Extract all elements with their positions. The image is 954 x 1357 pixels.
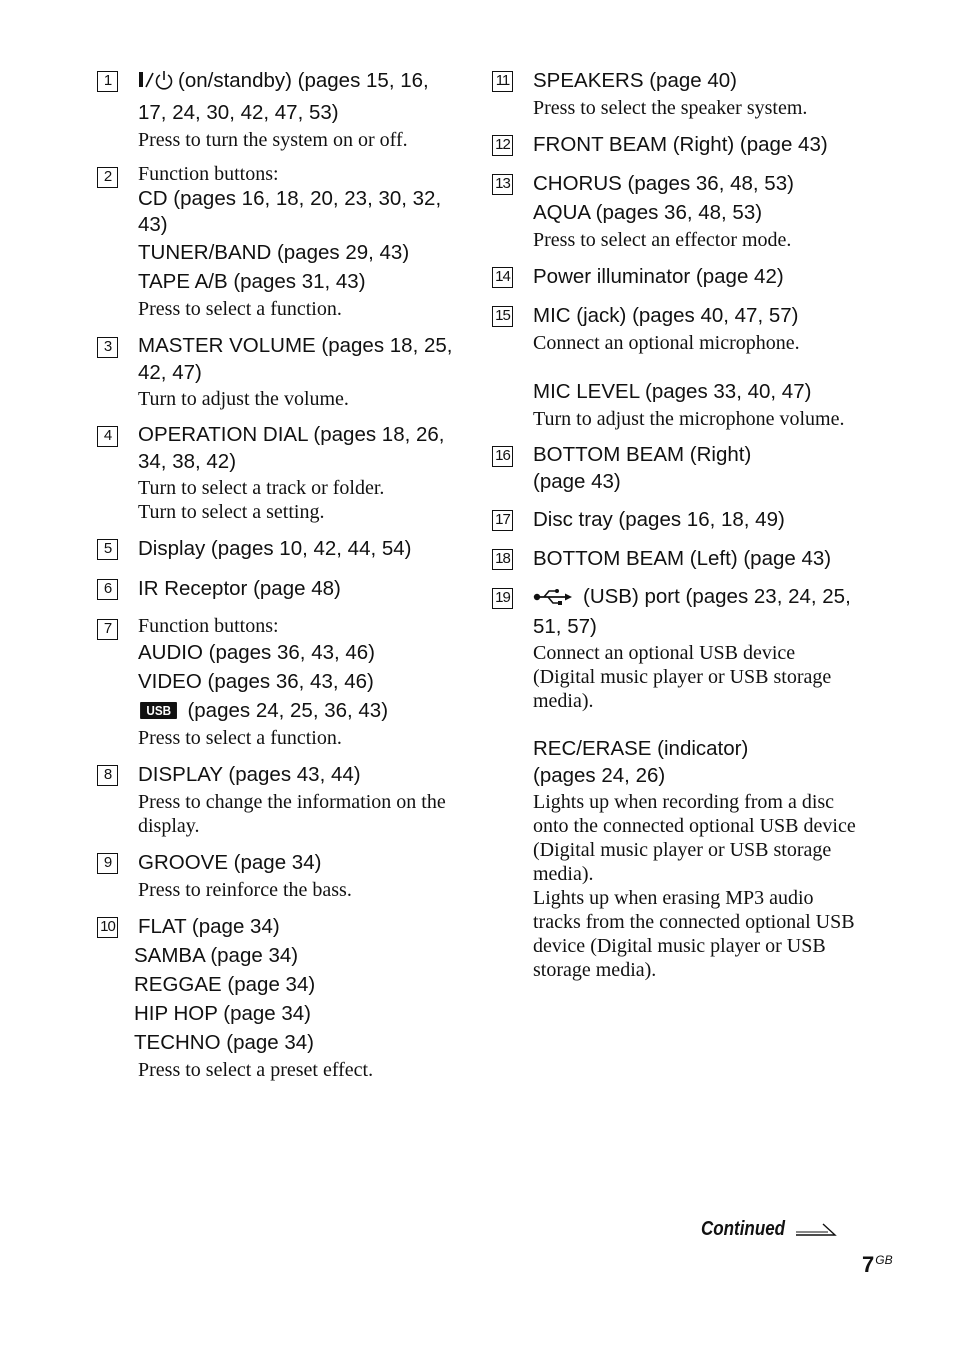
- callout-item-2: [97, 162, 457, 321]
- callout-number: 8: [97, 765, 118, 786]
- callout-number: 3: [97, 337, 118, 358]
- callout-heading: CD (pages 16, 18, 20, 23, 30, 32, 43): [138, 187, 442, 236]
- callout-heading: [138, 66, 457, 127]
- callout-item-15: [492, 301, 862, 431]
- continued-arrow-icon: [795, 1221, 837, 1242]
- callout-subheading: REC/ERASE (indicator) (pages 24, 26): [533, 737, 749, 787]
- callout-heading: SPEAKERS (page 40): [533, 69, 737, 92]
- callout-number: 9: [97, 853, 118, 874]
- callout-number: 17: [492, 510, 513, 531]
- callout-item-12: [492, 130, 862, 159]
- callout-pre: Function buttons:: [138, 615, 279, 637]
- callout-item-10: [97, 912, 457, 1082]
- callout-item-18: [492, 544, 862, 573]
- callout-description: Press to reinforce the bass.: [138, 879, 352, 901]
- callout-number: 7: [97, 619, 118, 640]
- callout-item-13: [492, 169, 862, 252]
- callout-item-16: [492, 441, 862, 495]
- callout-number: 10: [97, 917, 118, 938]
- callout-heading: Disc tray (pages 16, 18, 49): [533, 508, 785, 531]
- callout-item-6: [97, 574, 457, 603]
- callout-heading: TAPE A/B (pages 31, 43): [138, 270, 366, 293]
- left-column: [97, 66, 457, 1082]
- callout-heading: FLAT (page 34): [138, 915, 280, 938]
- callout-pre: Function buttons:: [138, 163, 279, 185]
- power-standby-icon: [138, 69, 174, 98]
- usb-button-label: USB: [140, 702, 177, 719]
- callout-number: 4: [97, 426, 118, 447]
- callout-number: 6: [97, 579, 118, 600]
- heading-text: (on/standby) (pages 15, 16, 17, 24, 30, 42, 47, 53): [138, 69, 429, 124]
- page-number-value: 7: [862, 1252, 875, 1277]
- callout-description: Turn to adjust the volume.: [138, 388, 349, 410]
- callout-number: 11: [492, 71, 513, 92]
- callout-heading: Display (pages 10, 42, 44, 54): [138, 537, 412, 560]
- callout-heading: [533, 583, 862, 640]
- callout-heading: TECHNO (page 34): [134, 1031, 315, 1054]
- page-number: [862, 1252, 893, 1278]
- callout-description: Press to select a function.: [138, 727, 342, 749]
- callout-number: 13: [492, 174, 513, 195]
- callout-description: Press to select the speaker system.: [533, 97, 808, 119]
- callout-description: Lights up when recording from a disc onto the connected optional USB device (Digital music player or USB storage media).: [533, 791, 856, 885]
- callout-item-3: [97, 332, 457, 411]
- callout-number: 12: [492, 135, 513, 156]
- callout-heading: AUDIO (pages 36, 43, 46): [138, 641, 376, 664]
- page-suffix: GB: [875, 1253, 893, 1267]
- callout-description: Press to turn the system on or off.: [138, 129, 408, 151]
- callout-item-7: [97, 614, 457, 750]
- callout-item-5: [97, 534, 457, 563]
- heading-text: (pages 24, 25, 36, 43): [187, 699, 389, 722]
- callout-heading: IR Receptor (page 48): [138, 577, 341, 600]
- callout-heading: Power illuminator (page 42): [533, 265, 784, 288]
- callout-description: Turn to select a setting.: [138, 501, 325, 523]
- callout-number: 16: [492, 446, 513, 467]
- callout-heading: MIC (jack) (pages 40, 47, 57): [533, 304, 799, 327]
- callout-heading: AQUA (pages 36, 48, 53): [533, 201, 763, 224]
- callout-heading: SAMBA (page 34): [134, 944, 299, 967]
- callout-heading: GROOVE (page 34): [138, 851, 322, 874]
- callout-heading: VIDEO (pages 36, 43, 46): [138, 670, 374, 693]
- right-column: [492, 66, 862, 982]
- callout-description: Press to select an effector mode.: [533, 229, 792, 251]
- usb-symbol-icon: [533, 586, 573, 613]
- callout-description: Connect an optional microphone.: [533, 332, 800, 354]
- callout-heading: DISPLAY (pages 43, 44): [138, 763, 361, 786]
- callout-heading: CHORUS (pages 36, 48, 53): [533, 172, 794, 195]
- callout-heading: HIP HOP (page 34): [134, 1002, 312, 1025]
- callout-subheading: MIC LEVEL (pages 33, 40, 47): [533, 380, 812, 403]
- callout-number: 5: [97, 539, 118, 560]
- heading-text: (USB) port (pages 23, 24, 25, 51, 57): [533, 585, 851, 638]
- callout-heading: OPERATION DIAL (pages 18, 26, 34, 38, 42): [138, 423, 445, 473]
- callout-heading: MASTER VOLUME (pages 18, 25, 42, 47): [138, 334, 453, 384]
- callout-number: 1: [97, 71, 118, 92]
- callout-item-17: [492, 505, 862, 534]
- callout-item-4: [97, 421, 457, 524]
- callout-description: Press to select a preset effect.: [138, 1059, 374, 1081]
- callout-number: 2: [97, 167, 118, 188]
- callout-number: 15: [492, 306, 513, 327]
- callout-heading: BOTTOM BEAM (Left) (page 43): [533, 547, 832, 570]
- callout-item-14: [492, 262, 862, 291]
- callout-item-9: [97, 848, 457, 902]
- callout-description: Press to change the information on the display.: [138, 791, 446, 837]
- callout-number: 18: [492, 549, 513, 570]
- callout-item-1: [97, 66, 457, 152]
- callout-item-8: [97, 760, 457, 838]
- callout-heading: FRONT BEAM (Right) (page 43): [533, 133, 828, 156]
- callout-description: Lights up when erasing MP3 audio tracks from the connected optional USB device (Digital music player or USB storage media).: [533, 887, 855, 981]
- callout-description: Turn to adjust the microphone volume.: [533, 408, 845, 430]
- callout-item-11: [492, 66, 862, 120]
- callout-heading: BOTTOM BEAM (Right) (page 43): [533, 443, 752, 493]
- callout-description: Press to select a function.: [138, 298, 342, 320]
- callout-heading: REGGAE (page 34): [134, 973, 316, 996]
- callout-item-19: [492, 583, 862, 982]
- callout-description: Turn to select a track or folder.: [138, 477, 385, 499]
- callout-description: Connect an optional USB device (Digital music player or USB storage media).: [533, 642, 832, 712]
- callout-number: 14: [492, 267, 513, 288]
- callout-number: 19: [492, 588, 513, 609]
- callout-heading: [138, 696, 457, 725]
- callout-heading: TUNER/BAND (pages 29, 43): [138, 241, 410, 264]
- continued-label: Continued: [701, 1218, 786, 1240]
